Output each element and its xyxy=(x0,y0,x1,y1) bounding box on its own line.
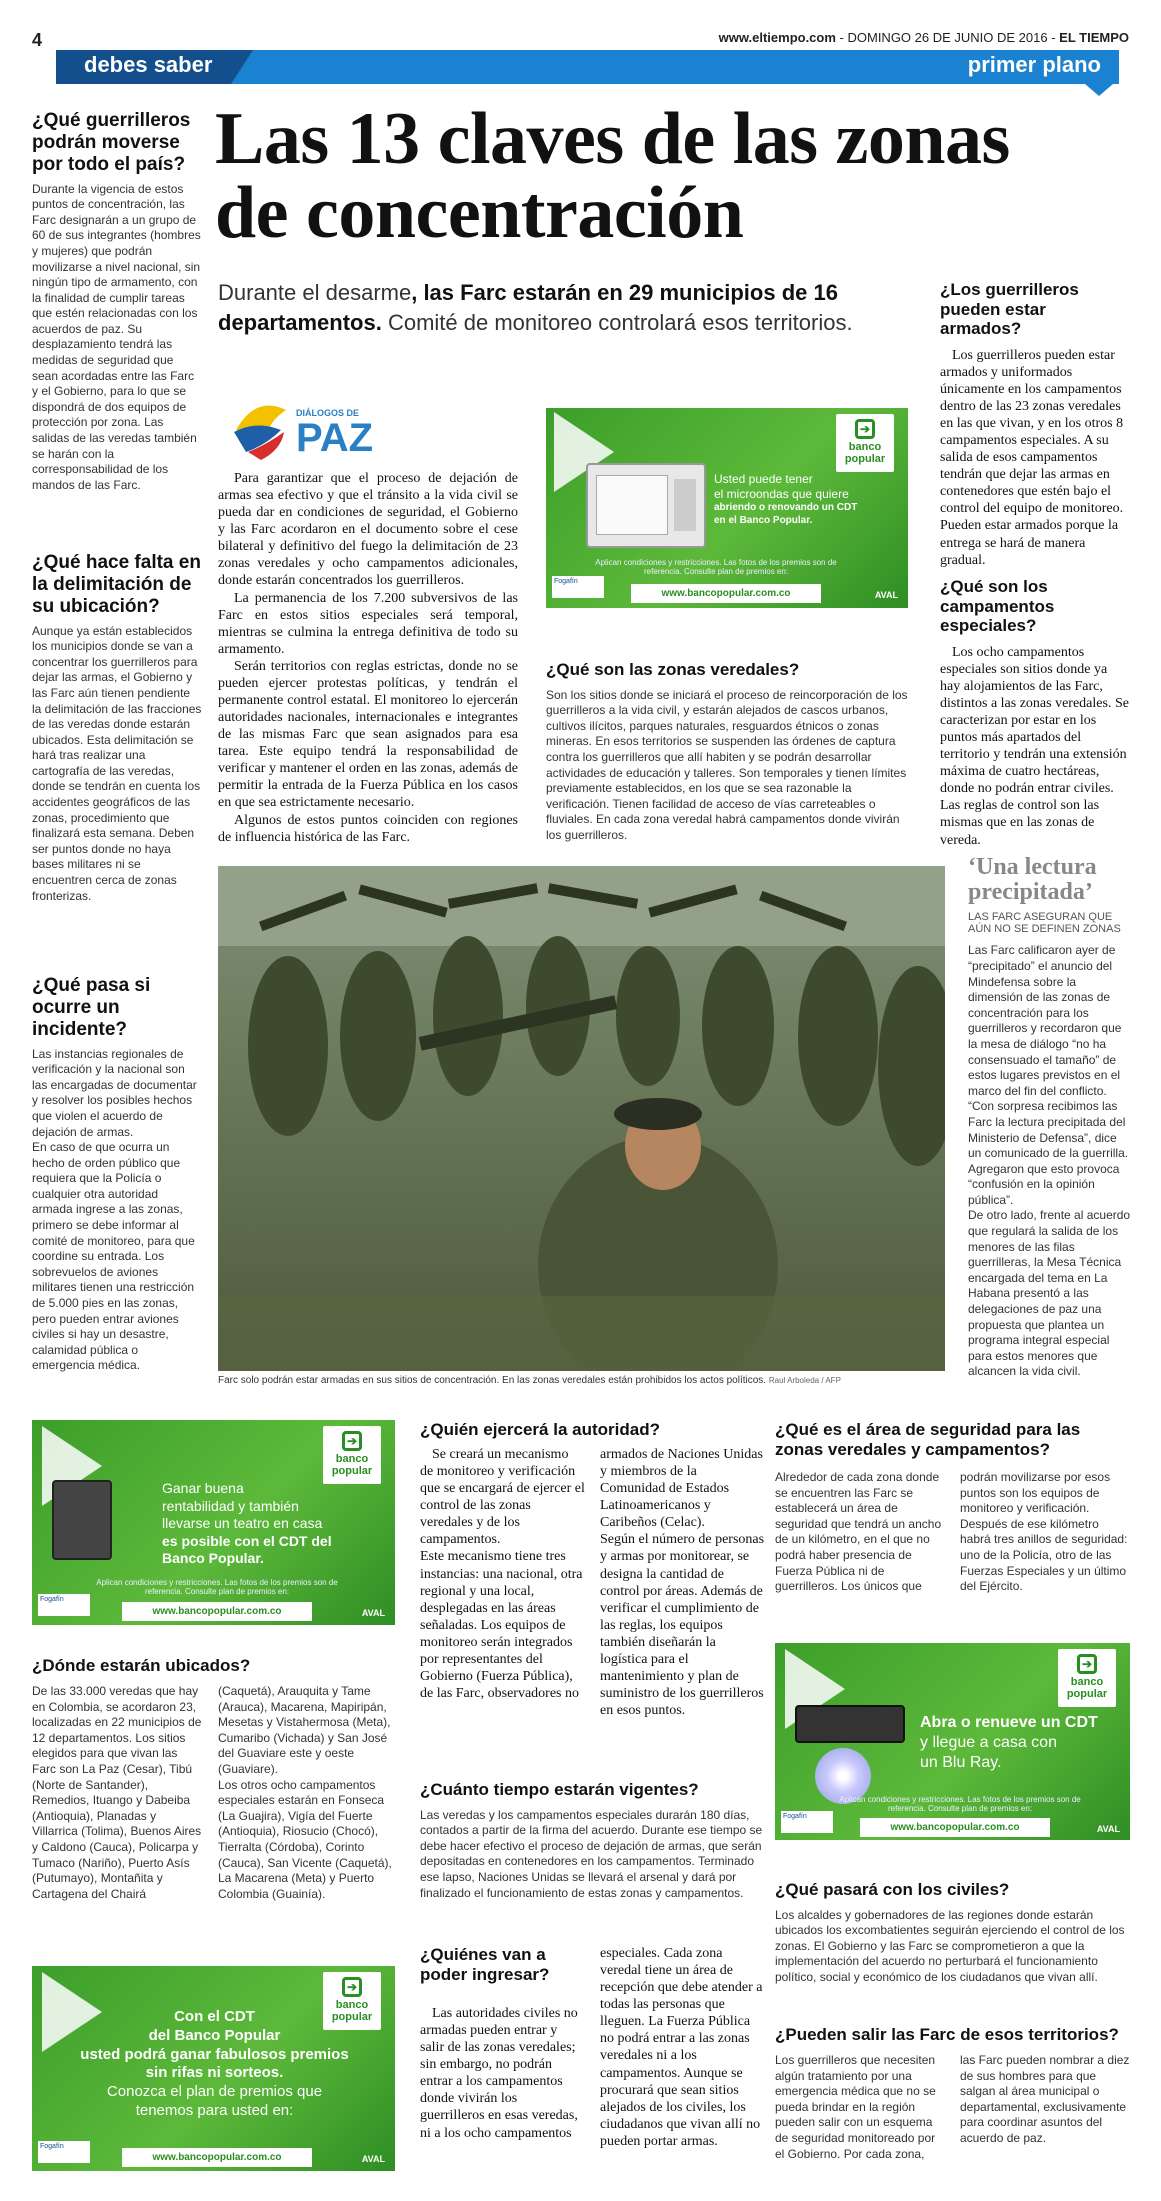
question-body: Las veredas y los campamentos especiales durarán 180 días, contados a partir de la firma del acuerdo. Durante ese tiempo se debe hacer efectivo el proceso de dejación de armas, que serán depositadas en contenedores en los campamentos. Terminado ese lapso, Naciones Unidas se llevará el arsenal y dará por finalizado el funcionamiento de estas zonas y campamentos. xyxy=(420,1807,763,1900)
ad-line: rentabilidad y también xyxy=(162,1497,299,1514)
section-label-right: primer plano xyxy=(967,52,1101,77)
sidebar-title: ‘Una lectura precipitada’ xyxy=(968,854,1097,906)
question-heading: ¿Qué es el área de seguridad para las zonas veredales y campamentos? xyxy=(775,1420,1081,1459)
seguridad-col-2: podrán movilizarse por esos puntos son los equipos de monitoreo y verificación. Después de ese kilómetro habrá tres anillos de seguridad: uno de la Policía, otro de las Fuerzas Especiales y un último del Ejército. xyxy=(960,1470,1128,1594)
aval-logo: AVAL xyxy=(874,590,898,600)
question-body: Los ocho campamentos especiales son sitios donde ya hay alojamientos de las Farc, distintos a las zonas veredales. Se caracterizan por estar en los puntos más apartados del territorio y tendrán una extensión máxima de cuatro hectáreas, donde no podrán entrar civiles. Las reglas de control son las mismas que en las zonas de vereda. xyxy=(940,644,1129,848)
ad-conditions: Aplican condiciones y restricciones. Las fotos de los premios son de referencia. Consulte plan de premios en: xyxy=(839,1795,1081,1813)
ad-line: usted podrá ganar fabulosos premios xyxy=(80,2045,349,2063)
question-heading: ¿Qué son los campamentos especiales? xyxy=(940,577,1055,636)
ad-line: tenemos para usted en: xyxy=(135,2101,294,2119)
ad-message xyxy=(920,1713,1098,1773)
brand-name: banco popular xyxy=(331,1453,373,1478)
question-heading: ¿Pueden salir las Farc de esos territorios? xyxy=(775,2025,1119,2044)
ingresar-col-1: Las autoridades civiles no armadas pueden entrar y salir de las zonas veredales; sin embargo, no podrán entrar a los campamentos donde vivirán los guerrilleros en esas veredas, ni a los ocho campamentos xyxy=(420,2006,578,2141)
question-heading: ¿Qué hace falta en la delimitación de su ubicación? xyxy=(32,552,201,617)
bank-glyph-icon: ➔ xyxy=(855,419,875,439)
page-number: 4 xyxy=(32,30,43,50)
photo-credit: Raul Arboleda / AFP xyxy=(768,1376,841,1385)
speaker-image xyxy=(52,1480,112,1560)
question-heading: ¿Los guerrilleros pueden estar armados? xyxy=(940,280,1079,339)
ad-line: del Banco Popular xyxy=(148,2026,281,2044)
banco-popular-logo xyxy=(836,414,894,472)
ad-line: un Blu Ray. xyxy=(920,1754,1002,1771)
ad-url[interactable]: www.bancopopular.com.co xyxy=(631,584,821,603)
right-column-2 xyxy=(940,577,1130,849)
ubicados-col-2: (Caquetá), Arauquita y Tame (Arauca), Macarena, Mapiripán, Mesetas y Vistahermosa (Meta), Cumaribo (Vichada) y San José del Guaviare este y oeste (Guaviare). Los otros ocho campamentos especiales estarán en Fonseca (La Guajira), Vigía del Fuerte (Antioquia), Riosucio (Chocó), Tierralta (Córdoba), Corinto (Cauca), San Vicente (Caquetá), La Macarena (Meta) y Puerto Colombia (Guainía). xyxy=(218,1684,392,1901)
question-body: Durante la vigencia de estos puntos de concentración, las Farc designarán a un grupo de 60 de sus integrantes (hombres y mujeres) que podrán movilizarse a nivel nacional, sin ningún tipo de armamento, con la finalidad de cumplir tareas que estén relacionadas con los acuerdos de paz. Su desplazamiento tendrá las medidas de seguridad que sean acordadas entre las Farc y el Gobierno, para lo que se dispondrá de dos equipos de protección por zona. Las salidas de las veredas también se harán con la corresponsabilidad de los mandos de las Farc. xyxy=(32,181,201,492)
ad-line: abriendo o renovando un CDT xyxy=(714,502,858,513)
guerrilla-photo xyxy=(218,866,945,1371)
ad-url[interactable]: www.bancopopular.com.co xyxy=(122,1602,312,1621)
banco-popular-logo xyxy=(323,1426,381,1484)
sidebar-body: Las Farc calificaron ayer de “precipitado” el anuncio del Mindefensa sobre la dimensión de las zonas de concentración para los guerrilleros y recordaron que la mesa de diálogo “no ha consensuado el tamaño” de estos lugares previstos en el marco del fin del conflicto. “Con sorpresa recibimos las Farc la lectura precipitada del Ministerio de Defensa”, dice un comunicado de la guerrilla. Agregaron que esto provoca “confusión en la opinión pública”. De otro lado, frente al acuerdo que regulará la salida de los menores de las filas guerrilleras, la Mesa Técnica encargada del tema en La Habana presentó a las delegaciones de paz una propuesta que plantea un programa integral especial para estos menores que alcancen la vida civil. xyxy=(968,943,1131,1379)
logo-caption: DIÁLOGOS DE xyxy=(296,408,360,418)
paragraph: Serán territorios con reglas estrictas, donde no se pueden ejercer protestas políticas, y tendrán el permanente control estatal. El monitoreo lo ejercerán autoridades nacionales, internacionales e integrantes de las mismas Farc que sean asignados para esa tarea. Este equipo tendrá la responsabilidad de verificar y mantener el orden en las zonas, además de permitir la entrada de la Fuerza Pública en los casos en que sea estrictamente necesario. xyxy=(218,658,518,811)
ad-line: Banco Popular. xyxy=(162,1550,264,1566)
band-notch xyxy=(1085,84,1113,96)
ad-conditions: Aplican condiciones y restricciones. Las fotos de los premios son de referencia. Consulte plan de premios en: xyxy=(595,558,837,576)
paragraph: La permanencia de los 7.200 subversivos de las Farc en estos sitios especiales será temporal, mientras se culmina la entrega definitiva de todo su armamento. xyxy=(218,590,518,657)
civiles-section xyxy=(775,1880,1130,1986)
deck-lead: Durante el desarme xyxy=(218,280,412,305)
site-url[interactable]: www.eltiempo.com xyxy=(718,30,836,45)
ad-line: en el Banco Popular. xyxy=(714,514,813,526)
brand-name: banco popular xyxy=(331,1999,373,2024)
ad-home-theater[interactable] xyxy=(32,1420,395,1625)
deck-bold: , las Farc estarán en 29 municipios de 16 departamentos. xyxy=(218,280,838,335)
ad-line: y llegue a casa con xyxy=(920,1734,1057,1751)
bank-glyph-icon: ➔ xyxy=(342,1977,362,1997)
logo-word: PAZ xyxy=(296,416,374,460)
ad-line: Ganar buena xyxy=(162,1480,244,1496)
section-band xyxy=(56,50,1119,84)
bank-glyph-icon: ➔ xyxy=(1077,1654,1097,1674)
seguridad-col-1: Alrededor de cada zona donde se encuentren las Farc se establecerá un área de seguridad que tendrá un ancho de un kilómetro, en el que no podrá haber presencia de Fuerza Pública ni de guerrilleros. Los únicos que xyxy=(775,1470,942,1594)
question-heading: ¿Qué pasará con los civiles? xyxy=(775,1880,1010,1899)
bank-glyph-icon: ➔ xyxy=(342,1431,362,1451)
question-heading: ¿Quiénes van a poder ingresar? xyxy=(420,1945,550,1984)
aval-logo: AVAL xyxy=(1096,1824,1120,1834)
ad-url[interactable]: www.bancopopular.com.co xyxy=(122,2148,312,2167)
ubicados-col-1: De las 33.000 veredas que hay en Colombia, se acordaron 23, localizadas en 22 municipios de 12 departamentos. Los sitios elegidos para que vivan las Farc son La Paz (Cesar), Tibú (Norte de Santander), Remedios, Ituango y Dabeiba (Antioquia), Planadas y Villarrica (Tolima), Buenos Aires y Caldono (Cauca), Policarpa y Tumaco (Nariño), Puerto Asís (Putumayo), Montañita y Cartagena del Chairá xyxy=(32,1684,202,1901)
ad-line: Con el CDT xyxy=(174,2008,255,2025)
salir-section xyxy=(775,2025,1130,2161)
blu-ray-player-image xyxy=(795,1705,905,1743)
headline: Las 13 claves de las zonas de concentración xyxy=(215,98,1010,254)
fogafin-logo: Fogafín xyxy=(38,1594,90,1616)
question-body: Los alcaldes y gobernadores de las regiones donde estarán ubicados los excombatientes seguirán ejerciendo el control de los zonas. El Gobierno y las Farc se comprometieron a que la implementación del acuerdo no perturbará el funcionamiento político, social y económico de los ciudadanos que vivan allí. xyxy=(775,1907,1125,1984)
ubicados-section xyxy=(32,1656,395,1901)
question-body: Son los sitios donde se iniciará el proceso de reincorporación de los guerrilleros a la vida civil, y estarán alejados de cascos urbanos, cultivos ilícitos, parques naturales, resguardos étnicos o zonas mineras. En esos territorios se suspenden las órdenes de captura contra los guerrilleros que allí habiten y se podrán desarrollar actividades de educación y talleres. Son temporales y tienen límites previamente establecidos, en los que se sea razonable la verificación. Tienen facilidad de acceso de vías carreteables o fluviales. En cada zona veredal habrá campamentos donde vivirán los guerrilleros. xyxy=(546,687,908,842)
left-column-2 xyxy=(32,552,202,904)
ad-line: es posible con el CDT del xyxy=(162,1532,332,1549)
ad-message xyxy=(162,1480,332,1568)
ad-line: Abra o renueve un CDT xyxy=(920,1714,1098,1731)
ad-message xyxy=(714,472,857,527)
newspaper-name: EL TIEMPO xyxy=(1059,30,1129,45)
section-label-left: debes saber xyxy=(84,52,213,77)
ad-message xyxy=(52,2008,377,2121)
sidebar-kicker: LAS FARC ASEGURAN QUE AÚN NO SE DEFINEN ZONAS xyxy=(968,911,1121,936)
veredales-section xyxy=(546,660,908,843)
question-body: Aunque ya están establecidos los municipios donde se van a concentrar los guerrilleros para dejar las armas, el Gobierno y las Farc aún tienen pendiente la delimitación de las fracciones de las veredas donde estarán ubicados. Esta delimitación se hará tras realizar una cartografía de las veredas, donde se tendrán en cuenta los accidentes geográficos de las zonas, procedimiento que finalizará esta semana. Deben ser puntos donde no haya bases militares ni se encuentren cerca de zonas fronterizas. xyxy=(32,623,202,903)
autoridad-section xyxy=(420,1420,765,1719)
ad-line: Conozca el plan de premios que xyxy=(106,2083,323,2100)
deck xyxy=(218,278,868,337)
fogafin-logo: Fogafín xyxy=(781,1811,833,1833)
ingresar-col-2: especiales. Cada zona veredal tiene un área de recepción que debe atender a todas las personas que lleguen. La Fuerza Pública no podrá entrar a las zonas veredales ni a los campamentos. Aunque se procurará que sean sitios alejados de los civiles, los ciudadanos que vivan allí no pueden portar armas. xyxy=(600,1946,763,2149)
question-heading: ¿Quién ejercerá la autoridad? xyxy=(420,1420,660,1439)
left-column xyxy=(32,110,202,493)
question-heading: ¿Qué son las zonas veredales? xyxy=(546,660,800,679)
photo-caption xyxy=(218,1375,945,1386)
question-body: Las instancias regionales de verificación y la nacional son las encargadas de documentar y resolver los posibles hechos que violen el acuerdo de dejación de armas. En caso de que ocurra un hecho de orden público que requiera que la Policía o cualquier otra autoridad armada ingrese a las zonas, primero se debe informar al comité de monitoreo, para que coordine su entrada. Los sobrevuelos de aviones militares tienen una restricción de 5.000 pies en las zonas, pero pueden entrar aviones civiles si hay un desastre, calamidad pública o emergencia médica. xyxy=(32,1046,197,1373)
right-column xyxy=(940,280,1130,569)
fogafin-logo: Fogafín xyxy=(38,2141,90,2163)
ad-microwave[interactable] xyxy=(546,408,908,608)
salir-col-2: las Farc pueden nombrar a diez de sus hombres para que salgan al área municipal o departamental, exclusivamente para coordinar asuntos del acuerdo de paz. xyxy=(960,2053,1130,2145)
ad-url[interactable]: www.bancopopular.com.co xyxy=(860,1818,1050,1837)
question-heading: ¿Cuánto tiempo estarán vigentes? xyxy=(420,1780,699,1799)
question-body: Los guerrilleros pueden estar armados y uniformados únicamente en los campamentos dentro de las 23 zonas veredales en las que vivan, y en los otros 8 campamentos especiales. A su salida de esos campamentos tendrán que dejar las armas en contenedores que estén bajo el control del equipo de monitoreo. Pueden estar armados porque la entrega se hará de manera gradual. xyxy=(940,347,1124,568)
ad-premios[interactable] xyxy=(32,1966,395,2171)
ad-line: Usted puede tener xyxy=(714,472,813,486)
brand-name: banco popular xyxy=(844,441,886,466)
photo-illustration xyxy=(218,866,945,1371)
ad-line: sin rifas ni sorteos. xyxy=(145,2064,284,2082)
aval-logo: AVAL xyxy=(361,1608,385,1618)
vigentes-section xyxy=(420,1780,765,1901)
paragraph: Algunos de estos puntos coinciden con regiones de influencia histórica de las Farc. xyxy=(218,812,518,845)
issue-date: DOMINGO 26 DE JUNIO DE 2016 xyxy=(847,30,1048,45)
banco-popular-logo xyxy=(1058,1649,1116,1707)
autoridad-col-1: Se creará un mecanismo de monitoreo y verificación que se encargará de ejercer el control de las zonas veredales y de los campamentos. Este mecanismo tiene tres instancias: una nacional, otra regional y una local, desplegadas en las áreas señaladas. Los equipos de monitoreo serán integrados por representantes del Gobierno (Fuerza Pública), de las Farc, observadores no xyxy=(420,1447,585,1702)
question-heading: ¿Dónde estarán ubicados? xyxy=(32,1656,251,1675)
sidebar-box xyxy=(968,855,1133,1380)
ad-blu-ray[interactable] xyxy=(775,1643,1130,1840)
seguridad-section xyxy=(775,1420,1130,1594)
autoridad-col-2: armados de Naciones Unidas y miembros de la Comunidad de Estados Latinoamericanos y Caribeños (Celac). Según el número de personas y armas por monitorear, se designa la cantidad de control por áreas. Además de verificar el cumplimiento de las reglas, los equipos también diseñarán la logística para el mantenimiento y plan de suministro de los guerrilleros en esos puntos. xyxy=(600,1447,765,1719)
deck-rest: Comité de monitoreo controlará esos territorios. xyxy=(381,309,853,335)
fogafin-logo: Fogafín xyxy=(552,576,604,598)
ad-conditions: Aplican condiciones y restricciones. Las fotos de los premios son de referencia. Consulte plan de premios en: xyxy=(96,1578,338,1596)
masthead-line: www.eltiempo.com - DOMINGO 26 DE JUNIO DE 2016 - EL TIEMPO xyxy=(718,30,1129,45)
ad-line: el microondas que quiere xyxy=(714,487,849,501)
ad-line: llevarse un teatro en casa xyxy=(162,1515,323,1531)
caption-text: Farc solo podrán estar armadas en sus sitios de concentración. En las zonas veredales están prohibidos los actos políticos. xyxy=(218,1375,767,1386)
left-column-3 xyxy=(32,975,202,1374)
brand-name: banco popular xyxy=(1066,1676,1108,1701)
microwave-image xyxy=(586,463,706,548)
salir-col-1: Los guerrilleros que necesiten algún tratamiento por una emergencia médica que no se pueda brindar en la región pueden salir con un esquema de seguridad monitoreado por el Gobierno. Por cada zona, xyxy=(775,2053,936,2161)
paragraph: Para garantizar que el proceso de dejación de armas sea efectivo y que el tránsito a la vida civil se pueda dar en condiciones de seguridad, el Gobierno y las Farc acordaron en el documento sobre el cese bilateral y definitivo del fuego la delimitación de 23 zonas veredales y ocho campamentos adicionales, donde estarán concentrados los guerrilleros. xyxy=(218,471,518,589)
aval-logo: AVAL xyxy=(361,2154,385,2164)
main-article xyxy=(218,470,518,846)
question-heading: ¿Qué pasa si ocurre un incidente? xyxy=(32,975,151,1040)
question-heading: ¿Qué guerrilleros podrán moverse por todo el país? xyxy=(32,110,191,175)
